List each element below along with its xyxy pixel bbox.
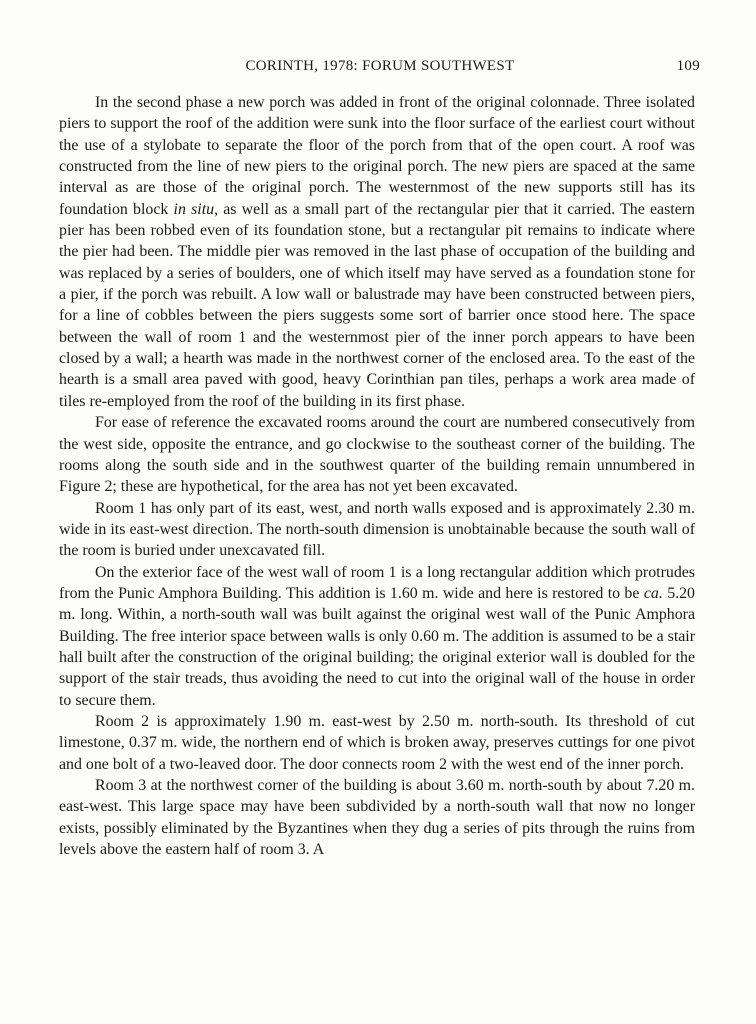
- paragraph-room-3: Room 3 at the northwest corner of the building is about 3.60 m. north-south by about 7.20 m. east-west. This large space may have been subdivided by a north-south wall that now no longer exists, possibly eliminated by the Byzantines when they dug a series of pits through the ruins from levels above the eastern half of room 3. A: [59, 777, 695, 859]
- paragraph-room-2: Room 2 is approximately 1.90 m. east-west by 2.50 m. north-south. Its threshold of cut limestone, 0.37 m. wide, the northern end of which is broken away, preserves cuttings for one pivot and one bolt of a two-leaved door. The door connects room 2 with the west end of the inner porch.: [59, 712, 695, 773]
- paragraph-stair-hall: On the exterior face of the west wall of room 1 is a long rectangular addition which protrudes from the Punic Amphora Building. This addition is 1.60 m. wide and here is restored to be ca. 5.20 m. long. Within, a north-south wall was built against the original west wall of the Punic Amphora Building. The free interior space between walls is only 0.60 m. The addition is assumed to be a stair hall built after the construction of the original building; the original exterior wall is doubled for the support of the stair treads, thus avoiding the need to cut into the original wall of the house in order to secure them.: [59, 563, 696, 709]
- page-header: [60, 58, 700, 82]
- running-head: CORINTH, 1978: FORUM SOUTHWEST: [245, 58, 515, 74]
- paragraph-second-phase-porch: In the second phase a new porch was added in front of the original colonnade. Three isolated piers to support the roof of the addition were sunk into the floor surface of the earliest court without the use of a stylobate to separate the floor of the porch from that of the open court. A roof was constructed from the line of new piers to the original porch. The new piers are spaced at the same interval as are those of the original porch. The westernmost of the new supports still has its foundation block in situ, as well as a small part of the rectangular pier that it carried. The eastern pier has been robbed even of its foundation stone, but a rectangular pit remains to indicate where the pier had been. The middle pier was removed in the last phase of occupation of the building and was replaced by a series of boulders, one of which itself may have served as a foundation stone for a pier, if the porch was rebuilt. A low wall or balustrade may have been constructed between piers, for a line of cobbles between the piers suggests some sort of barrier once stood here. The space between the wall of room 1 and the westernmost pier of the inner porch appears to have been closed by a wall; a hearth was made in the northwest corner of the enclosed area. To the east of the hearth is a small area paved with good, heavy Corinthian pan tiles, perhaps a work area made of tiles re-employed from the roof of the building in its first phase.: [59, 94, 695, 410]
- paragraph-room-1: Room 1 has only part of its east, west, and north walls exposed and is approximately 2.30 m. wide in its east-west direction. The north-south dimension is unobtainable because the south wall of the room is buried under unexcavated fill.: [59, 499, 695, 560]
- page-number: 109: [676, 58, 700, 74]
- body-text: [59, 92, 695, 860]
- italic-ca: ca.: [643, 584, 663, 602]
- italic-in-situ: in situ: [173, 200, 215, 218]
- paragraph-room-numbering: For ease of reference the excavated rooms around the court are numbered consecutively from the west side, opposite the entrance, and go clockwise to the southeast corner of the building. The rooms along the south side and in the southwest quarter of the building remain unnumbered in Figure 2; these are hypothetical, for the area has not yet been excavated.: [59, 414, 695, 496]
